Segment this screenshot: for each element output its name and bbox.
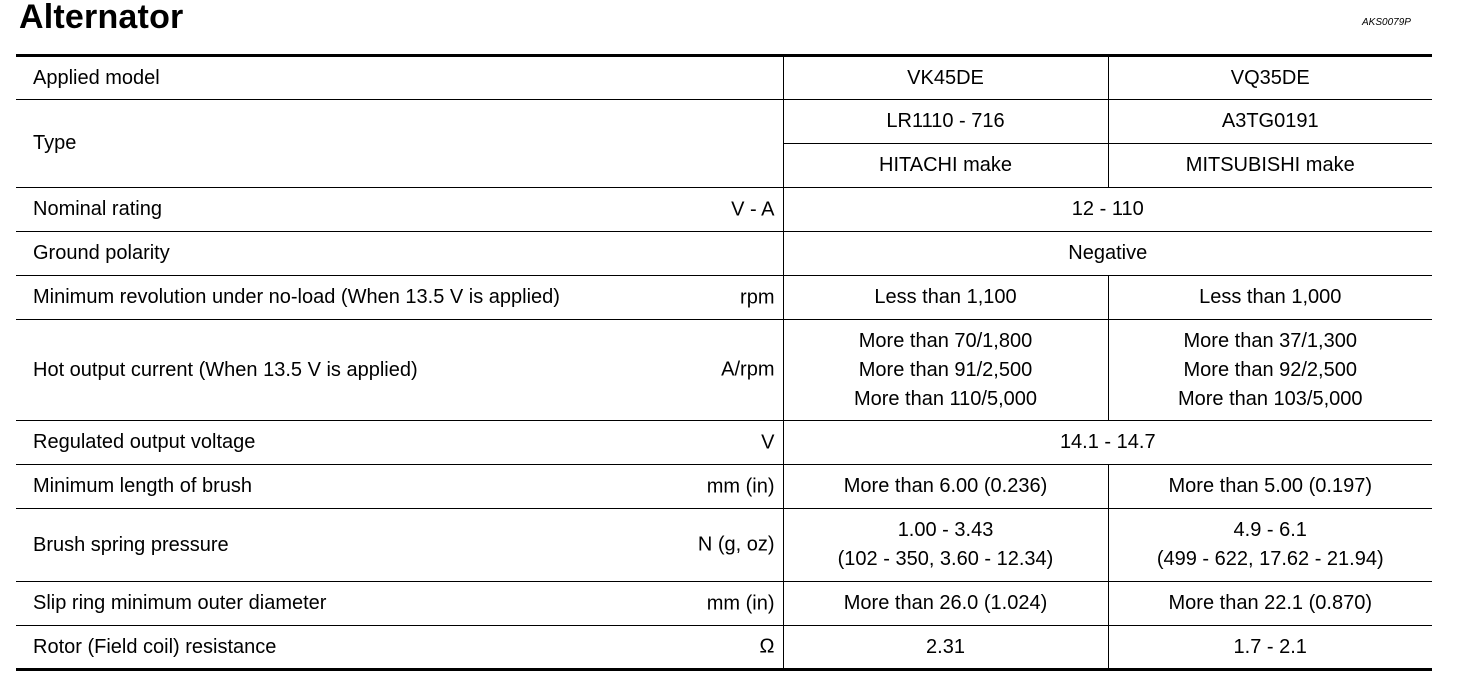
hot-output-a-line: More than 70/1,800 (858, 329, 1033, 352)
brush-spring-b-line: 4.9 - 6.1 (1233, 519, 1307, 541)
min-revolution-a: Less than 1,100 (783, 276, 1108, 320)
row-label: Hot output current (When 13.5 V is applied) (33, 358, 418, 381)
table-row (16, 276, 1432, 320)
ground-polarity-value: Negative (783, 232, 1432, 276)
brush-spring-b-line: (499 - 622, 17.62 - 21.94) (1156, 548, 1384, 570)
table-row (16, 626, 1432, 670)
row-label: Slip ring minimum outer diameter (33, 592, 327, 614)
type-b-maker: MITSUBISHI make (1108, 144, 1432, 188)
slip-ring-b: More than 22.1 (0.870) (1108, 582, 1432, 626)
row-unit: V (761, 431, 775, 453)
row-unit: mm (in) (706, 592, 775, 614)
table-row (16, 188, 1432, 232)
hot-output-a-line: More than 91/2,500 (858, 358, 1033, 381)
nominal-rating-value: 12 - 110 (783, 188, 1432, 232)
type-a-part-number: LR1110 - 716 (783, 100, 1108, 144)
alternator-spec-table (16, 54, 1432, 671)
brush-spring-a-line: 1.00 - 3.43 (897, 519, 994, 541)
rotor-resistance-a: 2.31 (783, 626, 1108, 670)
row-label: Brush spring pressure (33, 533, 229, 556)
type-b-part-number: A3TG0191 (1108, 100, 1432, 144)
hot-output-b-line: More than 103/5,000 (1177, 387, 1363, 410)
table-row (16, 582, 1432, 626)
row-unit: N (g, oz) (697, 533, 775, 556)
hot-output-b (1108, 320, 1432, 421)
row-unit: rpm (740, 286, 775, 308)
brush-spring-b (1108, 509, 1432, 582)
brush-length-b: More than 5.00 (0.197) (1108, 465, 1432, 509)
hot-output-b-line: More than 92/2,500 (1183, 358, 1357, 381)
table-row (16, 100, 1432, 144)
hot-output-b-line: More than 37/1,300 (1183, 329, 1357, 352)
rotor-resistance-b: 1.7 - 2.1 (1108, 626, 1432, 670)
row-label: Ground polarity (33, 242, 170, 264)
table-row (16, 232, 1432, 276)
row-label: Type (33, 132, 77, 154)
hot-output-a-line: More than 110/5,000 (853, 387, 1038, 410)
regulated-voltage-value: 14.1 - 14.7 (783, 421, 1432, 465)
document-code: AKS0079P (1362, 17, 1411, 28)
table-row (16, 320, 1432, 421)
row-label: Minimum length of brush (33, 475, 252, 497)
hot-output-a (783, 320, 1108, 421)
row-label: Minimum revolution under no-load (When 13.5 V is applied) (33, 286, 560, 308)
row-unit: V - A (731, 198, 775, 220)
row-unit: Ω (759, 635, 775, 658)
brush-spring-a (783, 509, 1108, 582)
page-title: Alternator (19, 0, 184, 36)
row-label: Rotor (Field coil) resistance (33, 635, 277, 658)
table-row (16, 421, 1432, 465)
table-row (16, 509, 1432, 582)
slip-ring-a: More than 26.0 (1.024) (783, 582, 1108, 626)
row-label: Regulated output voltage (33, 431, 256, 453)
model-b-cell: VQ35DE (1108, 56, 1432, 100)
brush-spring-a-line: (102 - 350, 3.60 - 12.34) (837, 548, 1054, 570)
table-row (16, 465, 1432, 509)
brush-length-a: More than 6.00 (0.236) (783, 465, 1108, 509)
row-label: Nominal rating (33, 198, 162, 220)
type-a-maker: HITACHI make (783, 144, 1108, 188)
row-label: Applied model (33, 66, 160, 89)
min-revolution-b: Less than 1,000 (1108, 276, 1432, 320)
model-a-cell: VK45DE (783, 56, 1108, 100)
table-row (16, 56, 1432, 100)
row-unit: mm (in) (706, 475, 775, 497)
row-unit: A/rpm (721, 358, 775, 381)
